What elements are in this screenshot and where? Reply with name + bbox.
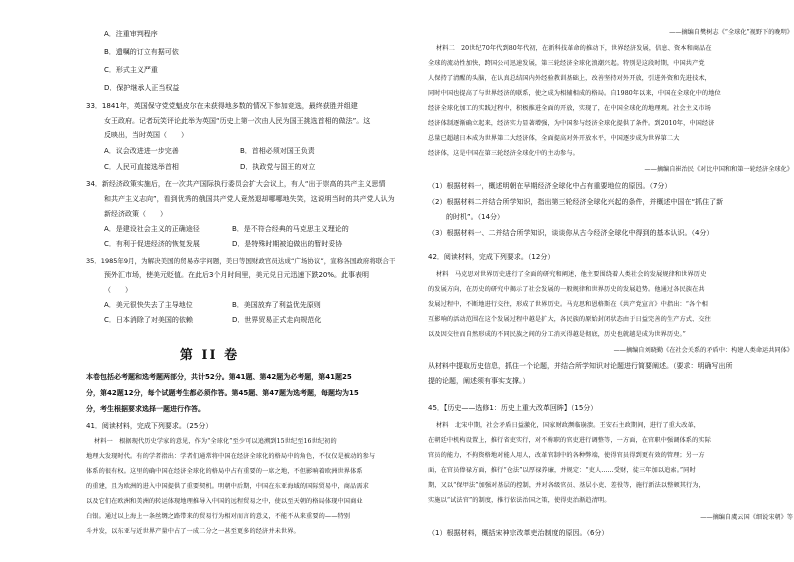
material2-line-3: 人保持了清醒的头脑，在认真总结国内外经验教训基础上，改善坚持对外开放，引进外资和先进技术， xyxy=(428,75,711,82)
q45-para-6: 实施以“试法官”的制度，推行依法治国之策，使得吏治渐趋清明。 xyxy=(428,497,611,504)
q34-option-b: B．是不符合经典的马克思主义理论的 xyxy=(232,225,349,233)
right-column xyxy=(418,0,793,562)
instructions-line-1: 本卷包括必考题和选考题两部分，共计52分。第41题、第42题为必考题，第41题25 xyxy=(86,373,352,381)
q35-line-1: 35．1985年9月，为解决美国的贸易赤字问题，美日等国财政官员达成“广场协议”，宣称各国政府将联合干 xyxy=(86,257,396,265)
q42-para-1: 材料 马克思对世界历史进行了全面的研究和阐述，他主要围绕着人类社会的发展规律和世界历史 xyxy=(436,271,707,278)
material2-line-1: 材料二 20世纪70年代到80年代初，在新科技革命的推动下，世界经济发展，信息、资本和商品在 xyxy=(436,45,712,52)
q34-line-3: 新经济政策（ ） xyxy=(104,210,167,218)
q34-line-2: 和共产主义志向”，看到优秀的俄国共产党人竟然退却哪哪地失笑，这说明当时的共产党人认为 xyxy=(104,195,395,203)
q35-option-d: D．世界贸易正式走向规范化 xyxy=(232,316,322,324)
q33-option-d: D．执政党与国王的对立 xyxy=(240,163,316,171)
top-option-d: D．保护继承人正当权益 xyxy=(104,84,180,92)
q42-para-2: 的发展方向，在历史的研究中揭示了社会发展的一般规律和世界历史的发展趋势。他通过各民族在共 xyxy=(428,286,705,293)
material2-line-7: 总量已超越日本成为世界第二大经济体，全面提高对外开放水平，中国逐步成为世界第二大 xyxy=(428,135,680,142)
q34-option-a: A．是建设社会主义的正确途径 xyxy=(104,225,200,233)
q45-para-4: 面，在官员俸禄方面，推行“仓法”以厚禄养廉，并规定：“吏人……受财，徒三年加以追索。”同时 xyxy=(428,467,696,474)
q45-head: 45．【历史——选修1：历史上重大改革回眸】（15分） xyxy=(428,404,598,412)
top-option-a: A．注重审判程序 xyxy=(104,30,158,38)
q34-option-c: C．有利于促进经济的恢复发展 xyxy=(104,240,200,248)
material2-line-8: 经济体，这是中国在第三轮经济全球化中的主动参与。 xyxy=(428,150,579,157)
q45-task-1: （1）根据材料，概括宋神宗改革吏治制度的原因。（6分） xyxy=(428,529,609,537)
instructions-line-2: 分，第42题12分，每个试题考生都必须作答。第45题、第47题为选考题，每题均为15 xyxy=(86,389,359,397)
q41-para-5: 以及它们在欧洲和美洲的转运体现地理推导入中国的远程贸易之中，使以至天朝的格局体现中国商业 xyxy=(86,498,363,505)
q33-option-c: C．人民可直接选举首相 xyxy=(104,163,179,171)
q35-line-2: 预外汇市场，使美元贬值。在此后3个月时间里，美元兑日元迅速下跌20%。此事表明 xyxy=(104,271,370,279)
q33-line-1: 33．1841年，英国保守党党魁皮尔在未获得地多数的情况下参加竞选，最终获胜并组建 xyxy=(86,102,358,110)
q42-para-3: 发展过程中，不断地进行交往，形成了世界历史。马克思和恩格斯在《共产党宣言》中指出：“各个相 xyxy=(428,301,708,308)
q33-option-b: B．首相必须对国王负责 xyxy=(240,147,315,155)
material2-line-4: 同时中国也提高了与世界经济的联系，使之成为相辅相成的格局。自1980年以来，中国在全球化中的地位 xyxy=(428,90,721,97)
q34-line-1: 34．新经济政策实施后，在一次共产国际执行委员会扩大会议上，有人“出于崇高的共产主义思情 xyxy=(86,180,386,188)
q42-task-2: 提的论题，阐述须有事实支撑。） xyxy=(428,377,530,385)
top-option-c: C．形式主义严重 xyxy=(104,66,158,74)
q41-para-7: 斗并发，以东亚与近世界产量中占了一成二分之一甚至更多的经济并未世界。 xyxy=(86,528,300,535)
q41-task-2b: 的时机”。（14分） xyxy=(446,213,505,221)
instructions-line-3: 分，考生根据要求选择一题进行作答。 xyxy=(86,405,205,413)
q33-line-3: 反映出，当时英国（ ） xyxy=(104,131,188,139)
material2-line-2: 全球的流动性加快，跨国公司迅速发展，第三轮经济全球化浪潮兴起。特别是这段时期，中国共产党 xyxy=(428,60,705,67)
q42-head: 42．阅读材料，完成下列要求。（12分） xyxy=(428,253,555,261)
q42-source: ——摘编自刘晓勤《在社会关系的矛盾中：构建人类命运共同体》 xyxy=(613,347,793,354)
q41-task-3: （3）根据材料一、二并结合所学知识，谈谈你从古今经济全球化中得到的基本认识。（4分） xyxy=(428,229,714,237)
q41-para-6: 白银。通过以上海上一条丝绸之路带来的贸易行为相对而言的意义，不能不从来重要的——特别 xyxy=(86,513,351,520)
q41-para-4: 的重建，且为欧洲的进入中国提供了重要契机。明朝中后期，中国在东亚海域的国际贸易中，商品需求 xyxy=(86,483,369,490)
q35-option-c: C．日本消除了对美国的依赖 xyxy=(104,316,193,324)
q34-option-d: D．是特殊时期被迫做出的暂时妥协 xyxy=(232,240,343,248)
q42-task-1: 从材料中提取历史信息，抓住一个论题，并结合所学知识对论题进行简要阐述。（要求：明确写出所 xyxy=(428,362,733,370)
top-option-b: B．遗嘱的订立有据可依 xyxy=(104,48,179,56)
q41-para-2: 地理大发现时代。有的学者指出：学者们通常将中国在经济全球化的格局中的角色，不仅仅是被动的参与 xyxy=(86,453,376,460)
q45-source: ——摘编自虞云国《细说宋朝》等 xyxy=(700,514,793,521)
q45-para-2: 在朝廷中机构设置上，推行省吏实行，对不称职的官吏进行调整等，一方面，在官职中强调体系的实际 xyxy=(428,437,711,444)
q33-line-2: 女王政府。记者玩笑评论此举为英国“历史上第一次由人民为国王挑选首相的做法”。这 xyxy=(104,117,371,125)
section-title: 第 II 卷 xyxy=(179,348,240,363)
material2-line-5: 经济全球化加工的实践过程中，积极推进全面的开放，实现了，在中国全球化的地理观。社会主义市场 xyxy=(428,105,711,112)
q45-para-5: 期，又以“保甲法”加强对基层的控制，并对各级官员、基层小吏、差役等，施行新法以整顿其行为， xyxy=(428,482,705,489)
q35-line-3: （ ） xyxy=(104,286,132,294)
q45-para-3: 官员的能力，不拘资格地对能人用人，改革官制中的各种弊端，使得官员得到更有效的管理；另一方 xyxy=(428,452,705,459)
q41-head: 41．阅读材料，完成下列要求。（25分） xyxy=(86,422,213,430)
q45-para-1: 材料 北宋中期，社会矛盾日益激化，国家财政濒临崩溃。王安石主政期间，进行了重大改革， xyxy=(436,422,701,429)
q41-task-2a: （2）根据材料二并结合所学知识，指出第三轮经济全球化兴起的条件，并概述中国在“抓住了新 xyxy=(428,198,724,206)
q42-para-4: 互影响的活动范围在这个发展过程中越是扩大，各民族的原始封闭状态由于日益完善的生产方式、交往 xyxy=(428,316,711,323)
q35-option-a: A．美元很快失去了主导地位 xyxy=(104,301,193,309)
source-top: ——摘编自樊树志《“全球化”视野下的晚明》 xyxy=(669,29,793,36)
material2-line-6: 经济体制逐渐确立起来，经济实力显著增强，为中国参与经济全球化提供了条件。到2010年，中国经济 xyxy=(428,120,715,127)
q41-para-1: 材料一 根据现代历史学家的意见，作为“全球化”至少可以追溯到15世纪至16世纪初的 xyxy=(94,438,337,445)
left-column xyxy=(22,0,397,562)
q42-para-5: 以及因交往而自然形成的不同民族之间的分工消灭得越是彻底，历史也就越是成为世界历史。” xyxy=(428,331,686,338)
source-2: ——摘编自崔治民《对比中国和和第一轮经济全球化》 xyxy=(644,166,793,173)
q35-option-b: B．美国放弃了利益优先原则 xyxy=(232,301,321,309)
q41-para-3: 体系的很有权。这里的确中国在经济全球化的格局中占有重要的一席之地，不但影响着欧洲世界体系 xyxy=(86,468,363,475)
q33-option-a: A．议会改进进一步完善 xyxy=(104,147,179,155)
q41-task-1: （1）根据材料一，概述明朝在早期经济全球化中占有重要地位的原因。（7分） xyxy=(428,182,672,190)
